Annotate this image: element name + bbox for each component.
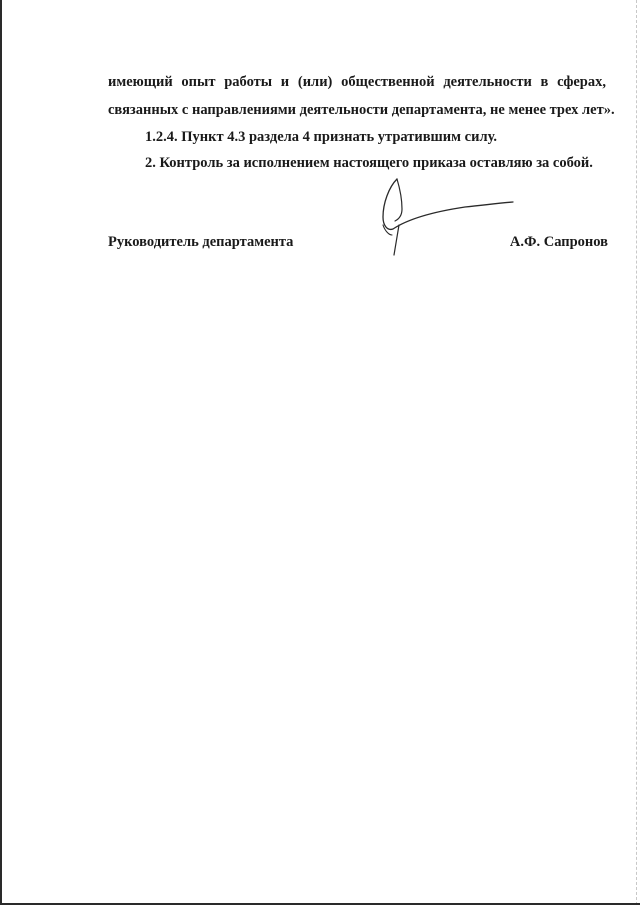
clause-2: 2. Контроль за исполнением настоящего приказа оставляю за собой. (145, 155, 593, 171)
handwritten-signature (375, 175, 515, 260)
clause-1-2-4: 1.2.4. Пункт 4.3 раздела 4 признать утратившим силу. (145, 129, 498, 145)
signatory-name: А.Ф. Сапронов (509, 234, 608, 250)
paragraph-line-1: имеющий опыт работы и (или) общественной деятельности в сферах, (108, 74, 606, 90)
scan-left-edge (0, 0, 2, 905)
scan-right-edge (635, 0, 637, 905)
position-title: Руководитель департамента (108, 234, 294, 250)
paragraph-line-2: связанных с направлениями деятельности департамента, не менее трех лет». (108, 102, 615, 118)
